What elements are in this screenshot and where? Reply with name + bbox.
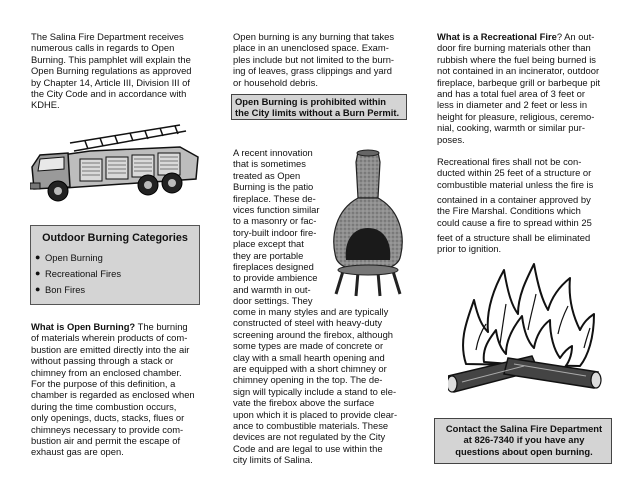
patio-fireplace-text-full: come in many styles and are typically constructed of steel with heavy-duty screening around the firebox, although some types are made of concrete or clay with a small hearth opening and are equipped with a short chimney or chimney opening in the top. The de- sign will typically include a stand to ele- vate the firebox above the surface upon which it is placed to provide clear- ance to combustible materials. These devices are not regulated by the City Code and are legal to use within the city limits of Salina. xyxy=(233,306,398,466)
what-is-open-burning-section xyxy=(31,321,211,458)
burn-permit-notice-box xyxy=(231,94,407,120)
distance-rule-2: contained in a container approved by the Fire Marshal. Conditions which could cause a fire to spread within 25 xyxy=(437,194,592,228)
what-is-open-burning-body: The burning of materials wherein products of com- bustion are emitted directly into the air without passing through a stack or chimney from an enclosed chamber. For the purpose of this definition, a chamber is regarded as enclosed when during the time combustion occurs, only openings, ducts, stacks, flues or chimneys necessary to provide com- bustion air and permit the escape of exhaust gas are open. xyxy=(31,321,195,458)
category-item xyxy=(35,268,122,279)
recreational-fire-section xyxy=(437,31,613,145)
contact-text: Contact the Salina Fire Department at 826-7340 if you have any questions about open burning. xyxy=(445,423,603,457)
chiminea-illustration xyxy=(328,148,408,298)
fire-truck-illustration xyxy=(30,117,202,207)
patio-fireplace-text-narrow: A recent innovation that is sometimes treated as Open Burning is the patio fireplace. These de- vices function similar to a masonry or fac- tory-built indoor fire- place except that they are portable fireplaces designed to provide ambience and warmth in out- door settings. They xyxy=(233,147,320,307)
recreational-fire-heading: What is a Recreational Fire xyxy=(437,31,557,42)
bullet-icon: ● xyxy=(35,284,41,294)
what-is-open-burning-heading: What is Open Burning? xyxy=(31,321,136,332)
recreational-fire-body: door fire burning materials other than rubbish where the fuel being burned is not contained in an incinerator, outdoor fireplace, barbeque grill or barbeque pit and has a total fuel area of 3 feet or less in diameter and 2 feet or less in height for pleasure, religious, ceremo- nial, cooking, warmth or similar pur- poses. xyxy=(437,42,601,145)
category-label: Open Burning xyxy=(45,252,103,263)
recreational-fire-first: ? An out- xyxy=(556,31,595,42)
campfire-illustration xyxy=(448,260,603,400)
category-item xyxy=(35,284,86,295)
outdoor-burning-categories-box xyxy=(30,225,200,305)
category-label: Recreational Fires xyxy=(45,268,122,279)
category-label: Bon Fires xyxy=(45,284,86,295)
burn-permit-notice: Open Burning is prohibited within the City limits without a Burn Permit. xyxy=(235,96,400,119)
bullet-icon: ● xyxy=(35,252,41,262)
category-item xyxy=(35,252,103,263)
bullet-icon: ● xyxy=(35,268,41,278)
distance-rule-1: Recreational fires shall not be con- ducted within 25 feet of a structure or combustible material unless the fire is xyxy=(437,156,594,190)
distance-rule-3: feet of a structure shall be eliminated prior to ignition. xyxy=(437,232,591,255)
contact-box xyxy=(434,418,612,464)
categories-title: Outdoor Burning Categories xyxy=(42,232,188,244)
intro-paragraph: The Salina Fire Department receives numerous calls in regards to Open Burning. This pamphlet will explain the Open Burning regulations as approved by Chapter 14, Article III, Division III of the City Code and in accordance with KDHE. xyxy=(31,31,192,111)
open-burning-intro: Open burning is any burning that takes place in an unenclosed space. Exam- ples include but not limited to the burn- ing of leaves, grass clippings and yard or household debris. xyxy=(233,31,395,88)
